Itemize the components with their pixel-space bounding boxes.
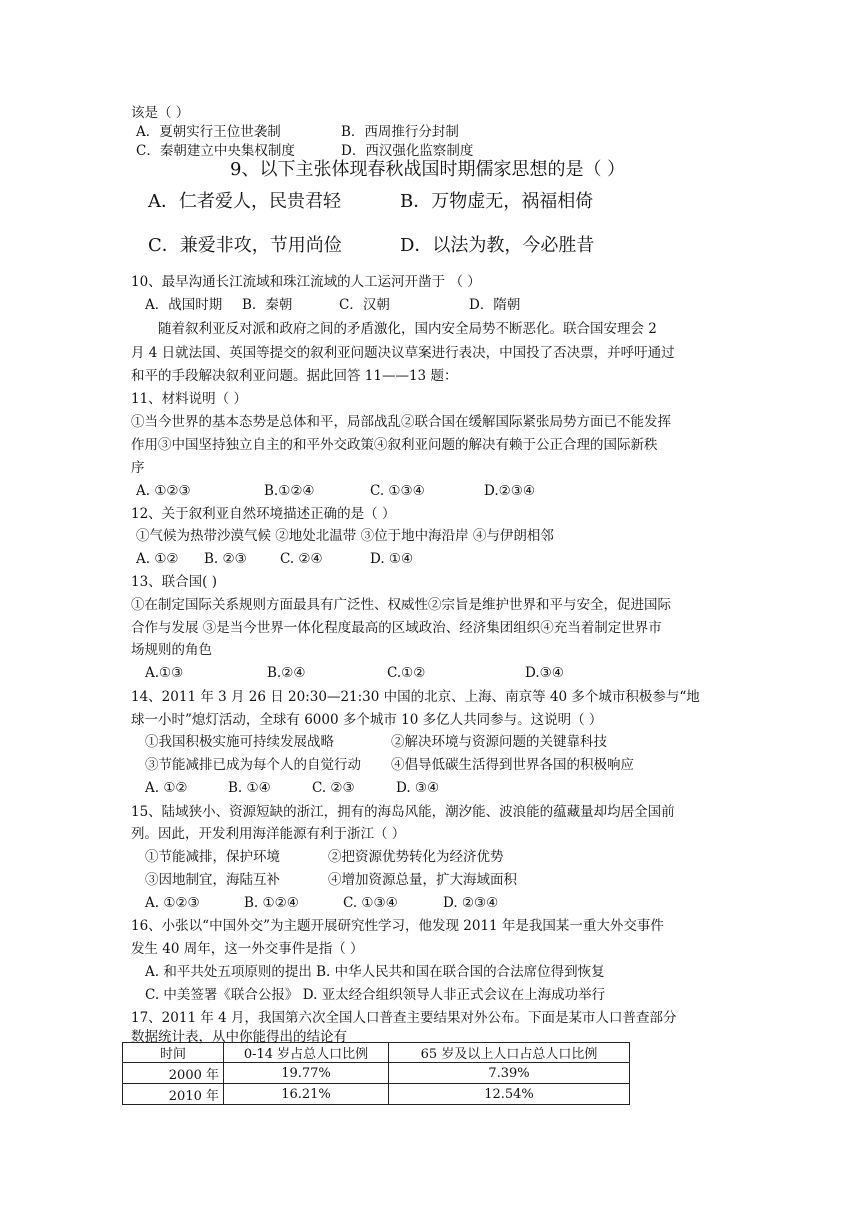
q10-option-c: C．汉朝 — [339, 297, 390, 313]
table-header-row — [123, 1043, 630, 1063]
table-row — [123, 1084, 630, 1105]
q10-stem: 10、最早沟通长江流域和珠江流域的人工运河开凿于 （ ） — [131, 274, 481, 290]
q15-options — [145, 894, 498, 912]
q17-line-1: 17、2011 年 4 月，我国第六次全国人口普查主要结果对外公布。下面是某市人口普查部分 — [131, 1010, 677, 1026]
q11-line-2: 作用③中国坚持独立自主的和平外交政策④叙利亚问题的解决有赖于公正合理的国际新秩 — [131, 437, 658, 453]
q14-statements-34 — [145, 756, 634, 774]
q14-option-d: D. ③④ — [396, 780, 440, 796]
q14-line-2: 球一小时”熄灯活动，全球有 6000 多个城市 10 多亿人共同参与。这说明（ ） — [131, 712, 603, 728]
q9-options-ab — [148, 190, 593, 214]
q8-option-a: A．夏朝实行王位世袭制 — [136, 124, 281, 140]
material-line-2: 月 4 日就法国、英国等提交的叙利亚问题决议草案进行表决，中国投了否决票，并呼吁通过 — [131, 345, 675, 361]
q10-options — [145, 296, 520, 314]
q15-line-2: 列。因此，开发利用海洋能源有利于浙江（ ） — [131, 826, 406, 842]
q9-stem: 9、以下主张体现春秋战国时期儒家思想的是（ ） — [230, 159, 626, 180]
q13-option-c: C.①② — [387, 665, 426, 681]
q14-option-c: C. ②③ — [312, 780, 355, 796]
table-cell: 2010 年 — [123, 1084, 224, 1105]
q15-option-b: B. ①②④ — [244, 895, 299, 911]
table-header-cell: 时间 — [123, 1043, 224, 1063]
q16-line-2: 发生 40 周年，这一外交事件是指（ ） — [131, 941, 364, 957]
q15-statement-4: ④增加资源总量，扩大海域面积 — [328, 872, 517, 888]
q14-statement-1: ①我国积极实施可持续发展战略 — [145, 734, 334, 750]
q15-statement-1: ①节能减排，保护环境 — [145, 849, 280, 865]
q13-option-d: D.③④ — [525, 665, 564, 681]
q8-option-c: C．秦朝建立中央集权制度 — [136, 143, 295, 159]
q13-stem: 13、联合国( ) — [131, 574, 218, 590]
table-cell: 7.39% — [389, 1063, 630, 1084]
table-header-cell: 0-14 岁占总人口比例 — [224, 1043, 389, 1063]
q14-statement-4: ④倡导低碳生活得到世界各国的积极响应 — [391, 757, 634, 773]
q9-options-cd — [148, 234, 594, 258]
q13-line-3: 场规则的角色 — [131, 642, 212, 658]
material-line-3: 和平的手段解决叙利亚问题。据此回答 11——13 题： — [131, 368, 458, 384]
q12-option-b: B. ②③ — [204, 551, 247, 567]
q16-options-ab: A. 和平共处五项原则的提出 B. 中华人民共和国在联合国的合法席位得到恢复 — [145, 964, 605, 980]
q14-line-1: 14、2011 年 3 月 26 日 20:30—21:30 中国的北京、上海、南京等 40 多个城市积极参与“地 — [131, 689, 700, 705]
q15-option-c: C. ①③④ — [343, 895, 398, 911]
q11-stem: 11、材料说明（ ） — [131, 391, 247, 407]
q10-option-b: B．秦朝 — [242, 297, 293, 313]
q15-line-1: 15、陆域狭小、资源短缺的浙江，拥有的海岛风能，潮汐能、波浪能的蕴藏量却均居全国前 — [131, 804, 675, 820]
q15-option-d: D. ②③④ — [443, 895, 499, 911]
q13-option-b: B.②④ — [267, 665, 306, 681]
q8-option-b: B．西周推行分封制 — [341, 124, 459, 140]
q9-option-d: D．以法为教，今必胜昔 — [400, 235, 595, 256]
q15-option-a: A. ①②③ — [145, 895, 200, 911]
q11-line-1: ①当今世界的基本态势是总体和平，局部战乱②联合国在缓解国际紧张局势方面已不能发挥 — [131, 414, 671, 430]
table-cell: 19.77% — [224, 1063, 389, 1084]
q8-stem-tail: 该是（ ） — [131, 105, 190, 121]
q11-option-d: D.②③④ — [484, 483, 535, 499]
q14-statements-12 — [145, 733, 607, 751]
q14-options — [145, 779, 439, 797]
q8-options-ab — [136, 123, 459, 141]
census-table — [122, 1042, 630, 1105]
q11-option-c: C. ①③④ — [370, 483, 425, 499]
table-header-cell: 65 岁及以上人口占总人口比例 — [389, 1043, 630, 1063]
q15-statements-12 — [145, 848, 504, 866]
q9-option-b: B．万物虚无，祸福相倚 — [400, 191, 594, 212]
q14-option-a: A. ①② — [145, 780, 188, 796]
q8-option-d: D．西汉强化监察制度 — [341, 143, 474, 159]
q17-line-2: 数据统计表，从中你能得出的结论有 — [131, 1029, 347, 1045]
q16-options-cd: C. 中美签署《联合公报》 D. 亚太经合组织领导人非正式会议在上海成功举行 — [145, 987, 606, 1003]
q12-option-c: C. ②④ — [280, 551, 323, 567]
q11-option-a: A. ①②③ — [136, 483, 191, 499]
q16-line-1: 16、小张以“中国外交”为主题开展研究性学习，他发现 2011 年是我国某一重大外交事件 — [131, 918, 664, 934]
q9-option-c: C．兼爱非攻，节用尚俭 — [148, 235, 342, 256]
q13-option-a: A.①③ — [145, 665, 184, 681]
q12-option-d: D. ①④ — [370, 551, 414, 567]
q13-line-2: 合作与发展 ③是当今世界一体化程度最高的区域政治、经济集团组织④充当着制定世界市 — [131, 620, 662, 636]
q15-statement-3: ③因地制宜，海陆互补 — [145, 872, 280, 888]
table-cell: 16.21% — [224, 1084, 389, 1105]
q12-line-1: ①气候为热带沙漠气候 ②地处北温带 ③位于地中海沿岸 ④与伊朗相邻 — [136, 528, 554, 544]
q11-options — [136, 482, 535, 500]
q9-option-a: A．仁者爱人，民贵君轻 — [148, 191, 341, 212]
q14-statement-2: ②解决环境与资源问题的关键靠科技 — [391, 734, 607, 750]
q13-options — [145, 664, 564, 682]
q14-statement-3: ③节能减排已成为每个人的自觉行动 — [145, 757, 361, 773]
q10-option-a: A．战国时期 — [145, 297, 223, 313]
q12-stem: 12、关于叙利亚自然环境描述正确的是（ ） — [131, 506, 396, 522]
q15-statement-2: ②把资源优势转化为经济优势 — [328, 849, 504, 865]
q11-line-3: 序 — [131, 460, 145, 476]
q13-line-1: ①在制定国际关系规则方面最具有广泛性、权威性②宗旨是维护世界和平与安全，促进国际 — [131, 597, 671, 613]
q15-statements-34 — [145, 871, 517, 889]
table-cell: 2000 年 — [123, 1063, 224, 1084]
q14-option-b: B. ①④ — [228, 780, 271, 796]
q12-option-a: A. ①② — [136, 551, 179, 567]
q10-option-d: D．隋朝 — [469, 297, 521, 313]
q11-option-b: B.①②④ — [264, 483, 315, 499]
table-row — [123, 1063, 630, 1084]
q12-options — [136, 550, 413, 568]
material-line-1: 随着叙利亚反对派和政府之间的矛盾激化，国内安全局势不断恶化。联合国安理会 2 — [158, 321, 657, 337]
table-cell: 12.54% — [389, 1084, 630, 1105]
